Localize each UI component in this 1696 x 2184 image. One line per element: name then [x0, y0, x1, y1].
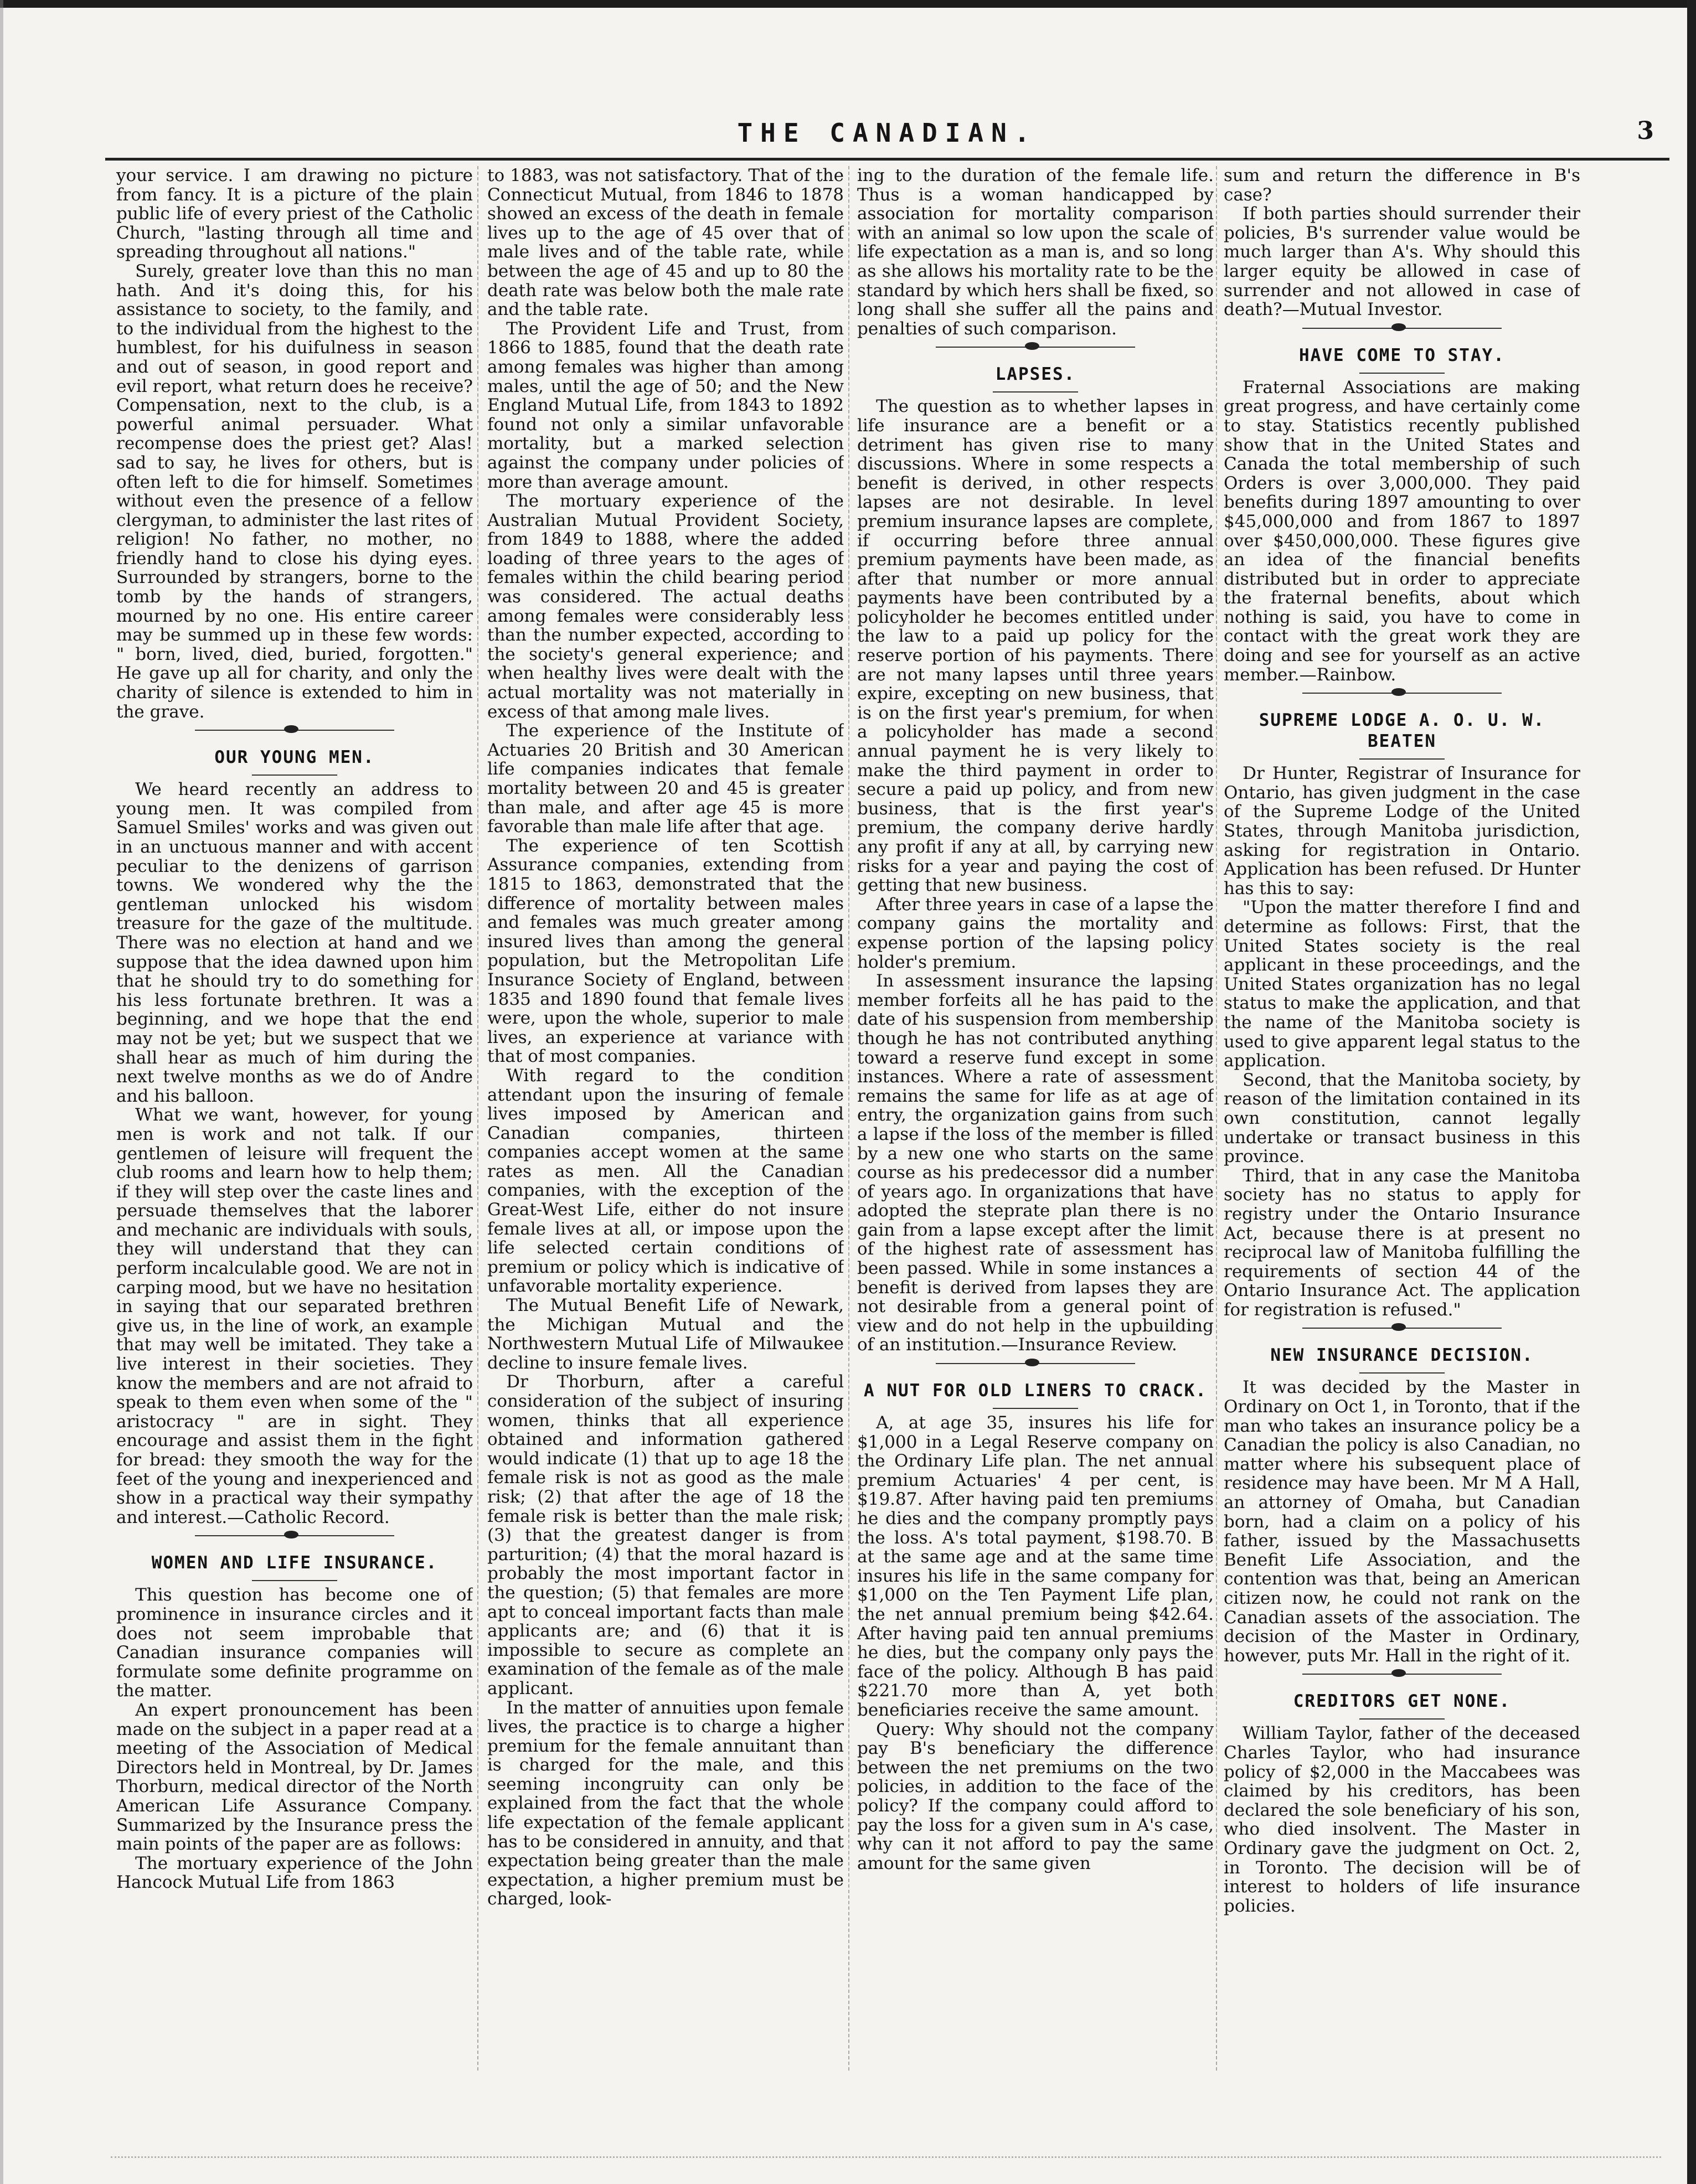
section-ornament [116, 1527, 473, 1543]
article-paragraph: Dr Hunter, Registrar of Insurance for Ontario, has given judgment in the case of the Supreme Lodge of the United States, through Manitoba jurisdiction, asking for registration in Ontario. Application has been refused. Dr Hunter has this to say: [1224, 763, 1580, 899]
article-paragraph: In assessment insurance the lapsing member forfeits all he has paid to the date of his suspension from membership though he has not contributed anything toward a reserve fund except in some instances. Where a rate of assessment remains the same for life as at age of entry, the organization gains from such a lapse if the loss of the member is filled by a new one who starts on the same course as his predecessor did a number of years ago. In organizations that have adopted the steprate plan there is no gain from a lapse except after the limit of the highest rate of assessment has been passed. While in some instances a benefit is derived from lapses they are not desirable from a general point of view and do not help in the upbuilding of an institution.—Insurance Review. [857, 971, 1214, 1355]
article-paragraph: The mortuary experience of the Australian Mutual Provident Society, from 1849 to 1888, where the added loading of three years to the ages of females within the child bearing period was considered. The actual deaths among females were considerably less than the number expected, according to the society's general experience; and when healthy lives were dealt with the actual mortality was not materially in excess of that among male lives. [487, 491, 844, 722]
article-paragraph: sum and return the difference in B's case? [1224, 166, 1580, 205]
headline-rule [1224, 368, 1580, 378]
article-paragraph: What we want, however, for young men is work and not talk. If our gentlemen of leisure will frequent the club rooms and learn how to help them; if they will step over the caste lines and persuade themselves that the laborer and mechanic are individuals with souls, they will understand that they can perform incalculable good. We are not in carping mood, but we have no hesitation in saying that our separated brethren give us, in the line of work, an example that may well be imitated. They take a live interest in their societies. They know the members and are not afraid to speak to them even when some of the " aristocracy " are in sight. They encourage and assist them in the fight for bread: they smooth the way for the feet of the young and inexperienced and show in a practical way their sympathy and interest.—Catholic Record. [116, 1105, 473, 1527]
page-left-edge [0, 0, 3, 2184]
section-ornament [1224, 1319, 1580, 1336]
headline-rule [857, 1403, 1214, 1413]
article-paragraph: Fraternal Associations are making great progress, and have certainly come to stay. Statistics recently published show that in the United States and Canada the total membership of such Orders is over 3,000,000. They paid benefits during 1897 amounting to over $45,000,000 and from 1867 to 1897 over $450,000,000. These figures give an idea of the financial benefits distributed but in order to appreciate the fraternal benefits, about which nothing is said, you have to come in contact with the great work they are doing and see for yourself as an active member.—Rainbow. [1224, 377, 1580, 685]
article-paragraph: ing to the duration of the female life. Thus is a woman handicapped by association for mortality comparison with an animal so low upon the scale of life expectation as a man is, and so long as she allows his mortality rate to be the standard by which hers shall be fixed, so long shall she suffer all the pains and penalties of such comparison. [857, 166, 1214, 339]
column-1 [116, 166, 473, 2082]
headline-lapses: LAPSES. [995, 364, 1076, 385]
article-paragraph: In the matter of annuities upon female lives, the practice is to charge a higher premium for the female annuitant than is charged for the male, and this seeming incongruity can only be explained from the fact that the whole life expectation of the female applicant has to be considered in annuity, and that expectation being greater than the male expectation, a higher premium must be charged, look- [487, 1697, 844, 1909]
page-bottom-smudge [111, 2156, 1661, 2160]
article-paragraph: William Taylor, father of the deceased Charles Taylor, who had insurance policy of $2,000 in the Maccabees was claimed by his creditors, has been declared the sole beneficiary of his son, who died insolvent. The Master in Ordinary gave the judgment on Oct. 2, in Toronto. The decision will be of interest to holders of life insurance policies. [1224, 1723, 1580, 1916]
page-number: 3 [1637, 117, 1654, 145]
article-paragraph: Third, that in any case the Manitoba society has no status to apply for registry under the Ontario Insurance Act, because there is at present no reciprocal law of Manitoba fulfilling the requirements of section 44 of the Ontario Insurance Act. The application for registration is refused." [1224, 1165, 1580, 1320]
section-ornament [116, 721, 473, 738]
article-paragraph: With regard to the condition attendant upon the insuring of female lives imposed by American and Canadian companies, thirteen companies accept women at the same rates as men. All the Canadian companies, with the exception of the Great-West Life, either do not insure female lives at all, or impose upon the life selected certain conditions of premium or policy which is indicative of unfavorable mortality experience. [487, 1065, 844, 1297]
headline-rule [1224, 754, 1580, 764]
article-paragraph: Query: Why should not the company pay B's beneficiary the difference between the net premiums on the two policies, in addition to the face of the policy? If the company could afford to pay the loss for a given sum in A's case, why can it not afford to pay the same amount for the same given [857, 1719, 1214, 1873]
headline-rule [1224, 1368, 1580, 1378]
article-paragraph: If both parties should surrender their policies, B's surrender value would be much larger than A's. Why should this larger equity be allowed in case of surrender and not allowed in case of death?—Mutual Investor. [1224, 204, 1580, 320]
section-ornament [1224, 319, 1580, 336]
column-divider [477, 166, 478, 2071]
article-paragraph: After three years in case of a lapse the company gains the mortality and expense portion of the lapsing policy holder's premium. [857, 894, 1214, 972]
headline-rule [116, 770, 473, 780]
article-paragraph: Dr Thorburn, after a careful consideration of the subject of insuring women, thinks that all experience obtained and information gathered would indicate (1) that up to age 18 the female risk is not as good as the male risk; (2) that after the age of 18 the female risk is better than the male risk; (3) that the greatest danger is from parturition; (4) that the moral hazard is probably the most important factor in the question; (5) that females are more apt to conceal important facts than male applicants are; and (6) that it is impossible to secure as complete an examination of the female as of the male applicant. [487, 1372, 844, 1698]
article-paragraph: to 1883, was not satisfactory. That of the Connecticut Mutual, from 1846 to 1878 showed an excess of the death in female lives up to the age of 45 over that of male lives and of the table rate, while between the age of 45 and up to 80 the death rate was below both the male rate and the table rate. [487, 166, 844, 320]
article-paragraph: The experience of ten Scottish Assurance companies, extending from 1815 to 1863, demonstrated that the difference of mortality between males and females was much greater among insured lives than among the general population, but the Metropolitan Life Insurance Society of England, between 1835 and 1890 found that female lives were, upon the whole, superior to male lives, an experience at variance with that of most companies. [487, 835, 844, 1067]
article-paragraph: The question as to whether lapses in life insurance are a benefit or a detriment has given rise to many discussions. Where in some respects a benefit is derived, in other respects lapses are not desirable. In level premium insurance lapses are complete, if occurring before three annual premium payments have been made, as after that number or more annual payments have been contributed by a policyholder he becomes entitled under the law to a paid up policy for the reserve portion of his payments. There are not many lapses until three years expire, excepting on new business, that is on the first year's premium, for when a policyholder has made a second annual payment he is very likely to make the third payment in order to secure a paid up policy, and from new business, that is the first year's premium, the company derive hardly any profit if any at all, by carrying new risks for a year and paying the cost of getting that new business. [857, 396, 1214, 896]
headline-rule [1224, 1714, 1580, 1724]
article-paragraph: The mortuary experience of the John Hancock Mutual Life from 1863 [116, 1853, 473, 1893]
column-2 [487, 166, 844, 2082]
headline-rule [857, 387, 1214, 397]
article-paragraph: The Mutual Benefit Life of Newark, the Michigan Mutual and the Northwestern Mutual Life of Milwaukee decline to insure female lives. [487, 1295, 844, 1373]
headline-new-insurance-decision: NEW INSURANCE DECISION. [1270, 1345, 1534, 1366]
headline-supreme-lodge: SUPREME LODGE A. O. U. W. BEATEN [1259, 710, 1545, 752]
column-3 [857, 166, 1214, 2082]
article-paragraph: It was decided by the Master in Ordinary on Oct 1, in Toronto, that if the man who takes an insurance policy be a Canadian the policy is also Canadian, no matter where his subsequent place of residence may have been. Mr M A Hall, an attorney of Omaha, but Canadian born, had a claim on a policy of his father, issued by the Massachusetts Benefit Life Association, and the contention was that, being an American citizen now, he could not rank on the Canadian assets of the association. The decision of the Master in Ordinary, however, puts Mr. Hall in the right of it. [1224, 1377, 1580, 1666]
column-divider [1216, 166, 1217, 2071]
section-ornament [857, 1355, 1214, 1371]
page-top-edge [0, 0, 1696, 8]
article-paragraph: "Upon the matter therefore I find and determine as follows: First, that the United States society is the real applicant in these proceedings, and the United States organization has no legal status to make the application, and that the name of the Manitoba society is used to give apparent legal status to the application. [1224, 897, 1580, 1071]
headline-have-come-to-stay: HAVE COME TO STAY. [1299, 345, 1505, 365]
column-4 [1224, 166, 1580, 2082]
section-ornament [1224, 1665, 1580, 1682]
article-paragraph: We heard recently an address to young men. It was compiled from Samuel Smiles' works and was given out in an unctuous manner and with accent peculiar to the denizens of garrison towns. We wondered why the the gentleman unlocked his wisdom treasure for the gaze of the multitude. There was no election at hand and we suppose that the idea dawned upon him that he should try to do something for his less fortunate brethren. It was a beginning, and we hope that the end may not be yet; but we suspect that we shall hear as much of him during the next twelve months as we do of Andre and his balloon. [116, 779, 473, 1106]
newspaper-title: THE CANADIAN. [737, 118, 1038, 148]
headline-creditors-get-none: CREDITORS GET NONE. [1293, 1691, 1511, 1712]
article-paragraph: Surely, greater love than this no man hath. And it's doing this, for his assistance to society, to the family, and to the individual from the highest to the humblest, for his duifulness in season and out of season, in good report and evil report, what return does he receive? Compensation, next to the club, is a powerful animal persuader. What recompense does the priest get? Alas! sad to say, he lives for others, but is often left to die for himself. Sometimes without even the presence of a fellow clergyman, to administer the last rites of religion! No father, no mother, no friendly hand to close his dying eyes. Surrounded by strangers, borne to the tomb by the hands of strangers, mourned by no one. His entire career may be summed up in these few words: " born, lived, died, buried, forgotten." He gave up all for charity, and only the charity of silence is extended to him in the grave. [116, 261, 473, 722]
page-right-edge [1687, 0, 1696, 2184]
headline-nut-for-old-liners: A NUT FOR OLD LINERS TO CRACK. [864, 1381, 1207, 1401]
article-paragraph: This question has become one of prominence in insurance circles and it does not seem improbable that Canadian insurance companies will formulate some definite programme on the matter. [116, 1585, 473, 1701]
headline-our-young-men: OUR YOUNG MEN. [214, 747, 375, 768]
article-paragraph: The Provident Life and Trust, from 1866 to 1885, found that the death rate among females was higher than among males, until the age of 50; and the New England Mutual Life, from 1843 to 1892 found not only a similar unfavorable mortality, but a marked selection against the company under policies of more than average amount. [487, 318, 844, 492]
article-paragraph: A, at age 35, insures his life for $1,000 in a Legal Reserve company on the Ordinary Life plan. The net annual premium Actuaries' 4 per cent, is $19.87. After having paid ten premiums he dies and the company promptly pays the loss. A's total payment, $198.70. B at the same age and at the same time insures his life in the same company for $1,000 on the Ten Payment Life plan, the net annual premium being $42.64. After having paid ten annual premiums he dies, but the company only pays the face of the policy. Although B has paid $221.70 more than A, yet both beneficiaries receive the same amount. [857, 1413, 1214, 1720]
headline-women-and-life-insurance: WOMEN AND LIFE INSURANCE. [151, 1553, 438, 1573]
column-divider [848, 166, 849, 2071]
article-paragraph: The experience of the Institute of Actuaries 20 British and 30 American life companies indicates that female mortality between 20 and 45 is greater than male, and after age 45 is more favorable than male life after that age. [487, 721, 844, 837]
masthead [105, 113, 1669, 161]
article-paragraph: An expert pronouncement has been made on the subject in a paper read at a meeting of the Association of Medical Directors held in Montreal, by Dr. James Thorburn, medical director of the North American Life Assurance Company. Summarized by the Insurance press the main points of the paper are as follows: [116, 1700, 473, 1855]
section-ornament [857, 338, 1214, 355]
article-paragraph: your service. I am drawing no picture from fancy. It is a picture of the plain public life of every priest of the Catholic Church, "lasting through all time and spreading throughout all nations." [116, 166, 473, 262]
article-paragraph: Second, that the Manitoba society, by reason of the limitation contained in its own constitution, cannot legally undertake or transact business in this province. [1224, 1070, 1580, 1167]
section-ornament [1224, 684, 1580, 701]
headline-rule [116, 1576, 473, 1586]
